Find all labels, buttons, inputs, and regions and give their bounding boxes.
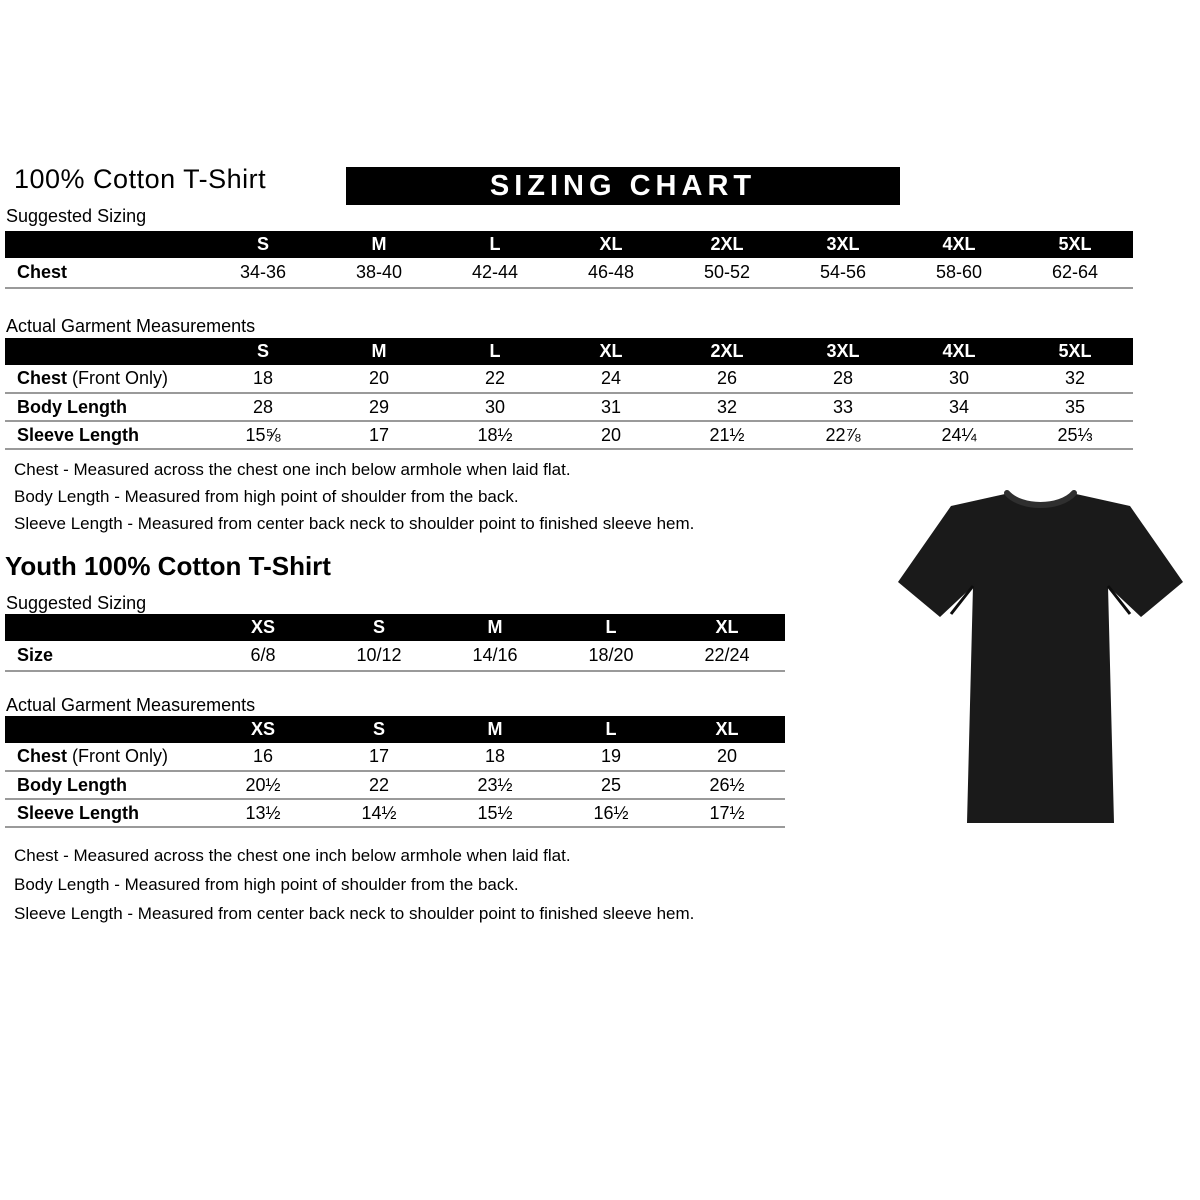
- row-label-text: Sleeve Length: [17, 802, 140, 823]
- column-header: M: [437, 614, 553, 641]
- row-label-text: Chest: [17, 368, 68, 388]
- adult-suggested-label: Suggested Sizing: [6, 206, 147, 226]
- size-cell: 17½: [669, 799, 785, 827]
- size-cell: 24¼: [901, 421, 1017, 449]
- row-label: [5, 258, 205, 288]
- size-cell: 20: [321, 365, 437, 393]
- header-row: [5, 231, 1133, 258]
- note-body-length: Body Length - Measured from high point of shoulder from the back.: [14, 875, 519, 894]
- header-row: [5, 614, 785, 641]
- row-label: [5, 393, 205, 421]
- note-chest: Chest - Measured across the chest one inch below armhole when laid flat.: [14, 460, 571, 479]
- size-cell: 38-40: [321, 258, 437, 288]
- row-label: [5, 743, 205, 771]
- column-header: M: [321, 338, 437, 365]
- row-label-text: Sleeve Length: [17, 424, 140, 445]
- column-header: M: [437, 716, 553, 743]
- table-row: [5, 799, 785, 827]
- column-header: S: [321, 716, 437, 743]
- column-header: L: [437, 338, 553, 365]
- size-cell: 24: [553, 365, 669, 393]
- row-label-text: Body Length: [17, 396, 127, 417]
- column-header: 4XL: [901, 338, 1017, 365]
- header-spacer: [5, 338, 205, 365]
- row-label: [5, 799, 205, 827]
- row-label-text: Body Length: [17, 774, 127, 795]
- table-row: [5, 365, 1133, 393]
- size-cell: 28: [785, 365, 901, 393]
- size-cell: 21½: [669, 421, 785, 449]
- size-cell: 32: [1017, 365, 1133, 393]
- table-row: [5, 641, 785, 671]
- size-cell: 15⅝: [205, 421, 321, 449]
- row-label-suffix: (Front Only): [67, 368, 169, 388]
- table-row: [5, 421, 1133, 449]
- size-cell: 32: [669, 393, 785, 421]
- tshirt-image: [893, 478, 1189, 838]
- row-label: [5, 365, 205, 393]
- size-cell: 34-36: [205, 258, 321, 288]
- note-chest: Chest - Measured across the chest one inch below armhole when laid flat.: [14, 846, 571, 865]
- size-cell: 54-56: [785, 258, 901, 288]
- size-cell: 50-52: [669, 258, 785, 288]
- row-label-text: Chest: [17, 262, 68, 282]
- column-header: L: [437, 231, 553, 258]
- column-header: 5XL: [1017, 338, 1133, 365]
- header-row: [5, 338, 1133, 365]
- size-cell: 62-64: [1017, 258, 1133, 288]
- column-header: L: [553, 614, 669, 641]
- size-cell: 16: [205, 743, 321, 771]
- header-spacer: [5, 614, 205, 641]
- size-cell: 26½: [669, 771, 785, 799]
- table-row: [5, 258, 1133, 288]
- youth-suggested-label: Suggested Sizing: [6, 593, 147, 613]
- header-spacer: [5, 231, 205, 258]
- note-sleeve-length: Sleeve Length - Measured from center back neck to shoulder point to finished sleeve hem.: [14, 514, 695, 533]
- size-cell: 18/20: [553, 641, 669, 671]
- size-cell: 10/12: [321, 641, 437, 671]
- column-header: 3XL: [785, 338, 901, 365]
- row-label: [5, 771, 205, 799]
- size-cell: 17: [321, 421, 437, 449]
- size-cell: 18: [205, 365, 321, 393]
- size-cell: 17: [321, 743, 437, 771]
- column-header: 5XL: [1017, 231, 1133, 258]
- size-cell: 26: [669, 365, 785, 393]
- size-cell: 15½: [437, 799, 553, 827]
- size-cell: 34: [901, 393, 1017, 421]
- note-body-length: Body Length - Measured from high point of shoulder from the back.: [14, 487, 519, 506]
- size-cell: 25: [553, 771, 669, 799]
- size-cell: 35: [1017, 393, 1133, 421]
- column-header: M: [321, 231, 437, 258]
- size-cell: 6/8: [205, 641, 321, 671]
- table-row: [5, 743, 785, 771]
- size-cell: 22/24: [669, 641, 785, 671]
- size-cell: 23½: [437, 771, 553, 799]
- column-header: S: [205, 338, 321, 365]
- column-header: XS: [205, 614, 321, 641]
- row-label-text: Size: [17, 645, 54, 665]
- column-header: 2XL: [669, 231, 785, 258]
- adult-actual-table: [5, 338, 1133, 450]
- column-header: 4XL: [901, 231, 1017, 258]
- column-header: L: [553, 716, 669, 743]
- size-cell: 20½: [205, 771, 321, 799]
- size-cell: 14/16: [437, 641, 553, 671]
- row-label: [5, 421, 205, 449]
- sizing-chart-banner: SIZING CHART: [346, 167, 900, 205]
- size-cell: 30: [901, 365, 1017, 393]
- size-cell: 22: [321, 771, 437, 799]
- column-header: XL: [553, 338, 669, 365]
- column-header: XL: [669, 716, 785, 743]
- column-header: XL: [669, 614, 785, 641]
- size-cell: 20: [553, 421, 669, 449]
- column-header: 3XL: [785, 231, 901, 258]
- header-row: [5, 716, 785, 743]
- size-cell: 33: [785, 393, 901, 421]
- size-cell: 31: [553, 393, 669, 421]
- note-sleeve-length: Sleeve Length - Measured from center back neck to shoulder point to finished sleeve hem.: [14, 904, 695, 923]
- youth-title: Youth 100% Cotton T-Shirt: [5, 551, 331, 581]
- size-cell: 19: [553, 743, 669, 771]
- size-cell: 25⅓: [1017, 421, 1133, 449]
- youth-suggested-table: [5, 614, 785, 672]
- size-cell: 18: [437, 743, 553, 771]
- youth-actual-table: [5, 716, 785, 828]
- size-cell: 22⅞: [785, 421, 901, 449]
- header-spacer: [5, 716, 205, 743]
- table-row: [5, 771, 785, 799]
- page-title: 100% Cotton T-Shirt: [14, 164, 267, 194]
- adult-suggested-table: [5, 231, 1133, 289]
- size-cell: 42-44: [437, 258, 553, 288]
- black-tshirt-graphic: [893, 478, 1189, 838]
- size-cell: 46-48: [553, 258, 669, 288]
- youth-actual-label: Actual Garment Measurements: [6, 695, 256, 715]
- size-cell: 18½: [437, 421, 553, 449]
- column-header: XS: [205, 716, 321, 743]
- column-header: 2XL: [669, 338, 785, 365]
- size-cell: 58-60: [901, 258, 1017, 288]
- size-cell: 29: [321, 393, 437, 421]
- column-header: S: [321, 614, 437, 641]
- row-label-suffix: (Front Only): [67, 746, 169, 766]
- size-cell: 20: [669, 743, 785, 771]
- size-cell: 13½: [205, 799, 321, 827]
- size-cell: 22: [437, 365, 553, 393]
- table-row: [5, 393, 1133, 421]
- size-cell: 16½: [553, 799, 669, 827]
- size-cell: 28: [205, 393, 321, 421]
- size-cell: 30: [437, 393, 553, 421]
- column-header: S: [205, 231, 321, 258]
- column-header: XL: [553, 231, 669, 258]
- size-cell: 14½: [321, 799, 437, 827]
- row-label-text: Chest: [17, 746, 68, 766]
- row-label: [5, 641, 205, 671]
- adult-actual-label: Actual Garment Measurements: [6, 316, 256, 336]
